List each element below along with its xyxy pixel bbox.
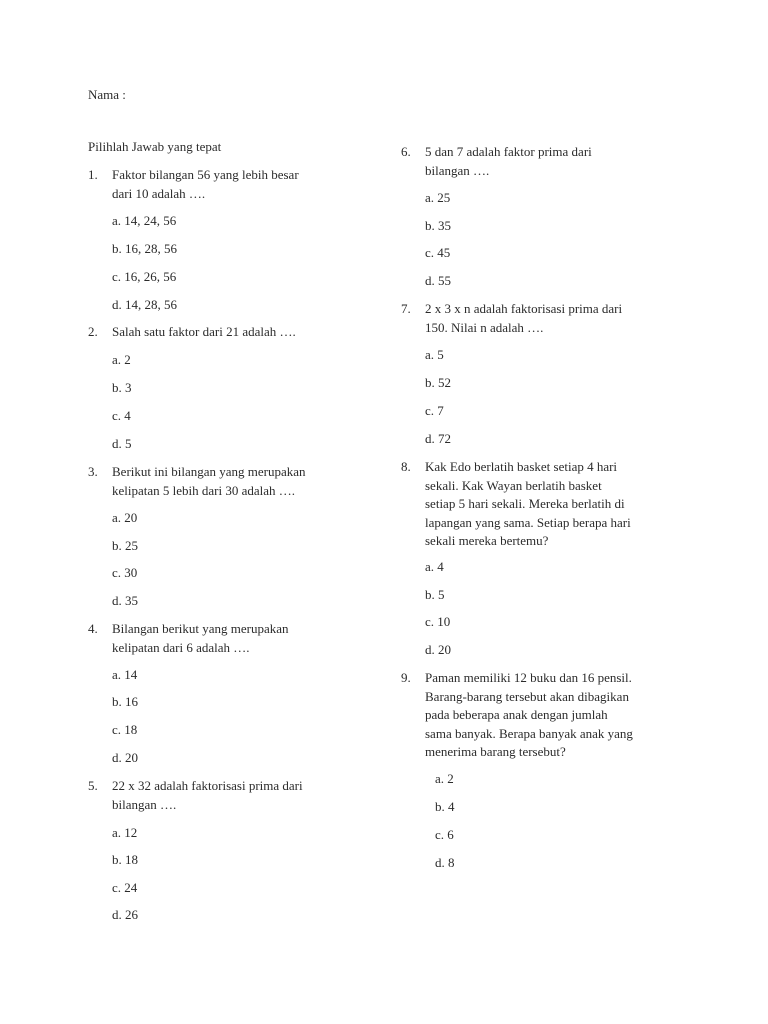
answer-option: c. 7 — [425, 403, 444, 418]
answer-option: b. 16, 28, 56 — [112, 241, 177, 256]
question-number: 6. — [401, 144, 411, 159]
answer-option: a. 14, 24, 56 — [112, 213, 177, 228]
answer-option: b. 16 — [112, 694, 138, 709]
question-text-line: pada beberapa anak dengan jumlah — [425, 707, 608, 722]
question-text — [112, 323, 296, 342]
answer-option: a. 14 — [112, 667, 138, 682]
answer-option: b. 25 — [112, 538, 138, 553]
answer-option: a. 25 — [425, 190, 451, 205]
question-text — [112, 620, 289, 657]
question-text-line: Faktor bilangan 56 yang lebih besar — [112, 167, 299, 182]
answer-option: c. 24 — [112, 880, 138, 895]
answer-option: b. 35 — [425, 218, 451, 233]
question-text-line: dari 10 adalah …. — [112, 185, 206, 201]
question-text-line: lapangan yang sama. Setiap berapa hari — [425, 514, 631, 530]
question-text-line: sama banyak. Berapa banyak anak yang — [425, 725, 633, 741]
answer-option: c. 10 — [425, 614, 451, 629]
question-number: 4. — [88, 621, 98, 636]
question-text-line: 5 dan 7 adalah faktor prima dari — [425, 144, 592, 159]
question-text — [425, 300, 622, 337]
question-text-line: Kak Edo berlatih basket setiap 4 hari — [425, 459, 618, 474]
question-text — [425, 458, 631, 551]
answer-option: d. 35 — [112, 593, 138, 608]
answer-option: a. 2 — [112, 352, 131, 367]
question-text-line: sekali mereka bertemu? — [425, 533, 549, 548]
answer-option: c. 18 — [112, 722, 138, 737]
answer-option: d. 14, 28, 56 — [112, 297, 177, 312]
answer-option: c. 6 — [435, 827, 454, 842]
answer-option: a. 4 — [425, 559, 444, 574]
question-text-line: Salah satu faktor dari 21 adalah …. — [112, 324, 296, 339]
question-text-line: Bilangan berikut yang merupakan — [112, 621, 289, 636]
question-text-line: Berikut ini bilangan yang merupakan — [112, 464, 306, 479]
answer-option: d. 55 — [425, 273, 451, 288]
answer-option: c. 4 — [112, 408, 131, 423]
answer-option: c. 16, 26, 56 — [112, 269, 177, 284]
question-text-line: Barang-barang tersebut akan dibagikan — [425, 688, 629, 704]
question-text-line: setiap 5 hari sekali. Mereka berlatih di — [425, 496, 625, 511]
answer-option: d. 8 — [435, 855, 455, 870]
question-text-line: menerima barang tersebut? — [425, 744, 566, 759]
answer-option: b. 4 — [435, 799, 455, 814]
question-text-line: sekali. Kak Wayan berlatih basket — [425, 477, 602, 493]
question-text — [112, 166, 299, 203]
question-number: 1. — [88, 167, 98, 182]
answer-option: d. 26 — [112, 907, 138, 922]
answer-option: d. 72 — [425, 431, 451, 446]
question-text — [112, 777, 303, 814]
question-number: 5. — [88, 778, 98, 793]
question-number: 3. — [88, 464, 98, 479]
answer-option: d. 20 — [425, 642, 451, 657]
question-text-line: kelipatan 5 lebih dari 30 adalah …. — [112, 482, 296, 498]
question-text-line: bilangan …. — [425, 162, 490, 178]
answer-option: b. 18 — [112, 852, 138, 867]
answer-option: a. 12 — [112, 825, 138, 840]
answer-option: c. 45 — [425, 245, 451, 260]
question-text-line: kelipatan dari 6 adalah …. — [112, 639, 250, 655]
answer-option: c. 30 — [112, 565, 138, 580]
question-text-line: 150. Nilai n adalah …. — [425, 319, 544, 335]
question-number: 7. — [401, 301, 411, 316]
answer-option: a. 2 — [435, 771, 454, 786]
answer-option: b. 52 — [425, 375, 451, 390]
question-number: 8. — [401, 459, 411, 474]
answer-option: b. 5 — [425, 587, 445, 602]
answer-option: a. 20 — [112, 510, 138, 525]
question-text — [425, 669, 633, 762]
question-text-line: 2 x 3 x n adalah faktorisasi prima dari — [425, 301, 623, 316]
question-number: 2. — [88, 324, 98, 339]
question-text-line: Paman memiliki 12 buku dan 16 pensil. — [425, 670, 632, 685]
answer-option: a. 5 — [425, 347, 444, 362]
answer-option: b. 3 — [112, 380, 132, 395]
question-text-line: 22 x 32 adalah faktorisasi prima dari — [112, 778, 303, 793]
answer-option: d. 5 — [112, 436, 132, 451]
instruction-text: Pilihlah Jawab yang tepat — [88, 139, 222, 154]
answer-option: d. 20 — [112, 750, 138, 765]
question-text-line: bilangan …. — [112, 796, 177, 812]
question-text — [425, 143, 592, 180]
question-text — [112, 463, 306, 500]
name-label: Nama : — [88, 87, 126, 102]
question-number: 9. — [401, 670, 411, 685]
